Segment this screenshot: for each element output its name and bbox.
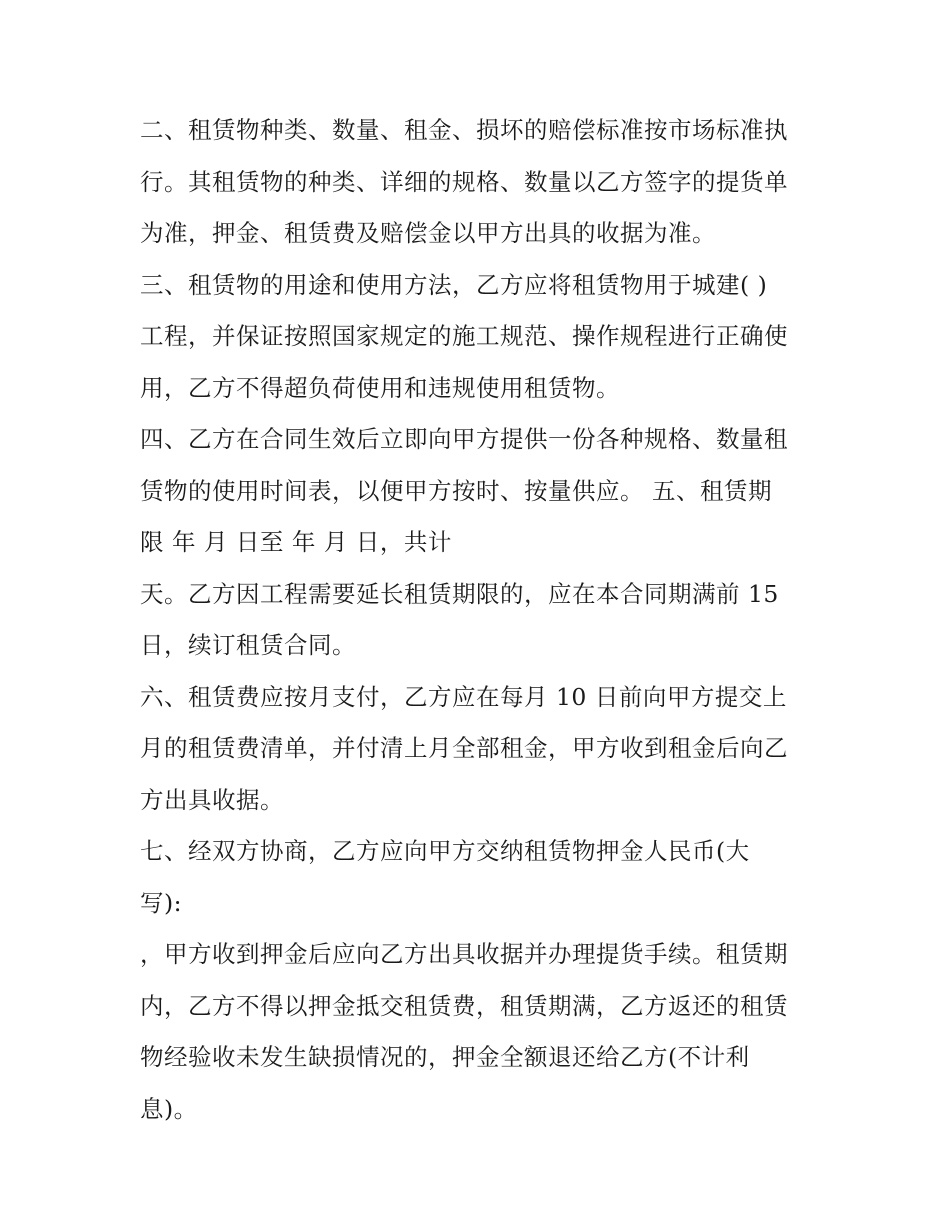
text-line: 六、租赁费应按月支付，乙方应在每月 10 日前向甲方提交上	[140, 682, 787, 711]
text-line: 为准，押金、租赁费及赔偿金以甲方出具的收据为准。	[140, 219, 716, 247]
text-line: 七、经双方协商，乙方应向甲方交纳租赁物押金人民币(大	[140, 837, 750, 865]
text-line: 月的租赁费清单，并付清上月全部租金，甲方收到租金后向乙	[140, 734, 788, 762]
text-line: 息)。	[140, 1094, 198, 1123]
text-line: 二、租赁物种类、数量、租金、损坏的赔偿标准按市场标准执	[140, 116, 788, 144]
text-line: 赁物的使用时间表，以便甲方按时、按量供应。 五、租赁期	[140, 476, 772, 505]
text-line: 日，续订租赁合同。	[140, 631, 356, 659]
text-line: 内，乙方不得以押金抵交租赁费，租赁期满，乙方返还的租赁	[140, 991, 788, 1020]
contract-text	[140, 105, 820, 1135]
text-line: 天。乙方因工程需要延长租赁期限的，应在本合同期满前 15	[140, 579, 779, 608]
text-line: 用，乙方不得超负荷使用和违规使用租赁物。	[140, 373, 620, 402]
text-line: 工程，并保证按照国家规定的施工规范、操作规程进行正确使	[140, 322, 788, 350]
text-line: 行。其租赁物的种类、详细的规格、数量以乙方签字的提货单	[140, 167, 788, 196]
text-line: 三、租赁物的用途和使用方法，乙方应将租赁物用于城建( )	[140, 270, 768, 299]
text-line: 限 年 月 日至 年 月 日，共计	[140, 528, 452, 556]
text-line: 四、乙方在合同生效后立即向甲方提供一份各种规格、数量租	[140, 425, 788, 453]
text-line: 写):	[140, 888, 183, 917]
text-line: 方出具收据。	[140, 785, 284, 814]
text-line: ，甲方收到押金后应向乙方出具收据并办理提货手续。租赁期	[140, 940, 788, 968]
text-line: 物经验收未发生缺损情况的，押金全额退还给乙方(不计利	[140, 1043, 750, 1071]
